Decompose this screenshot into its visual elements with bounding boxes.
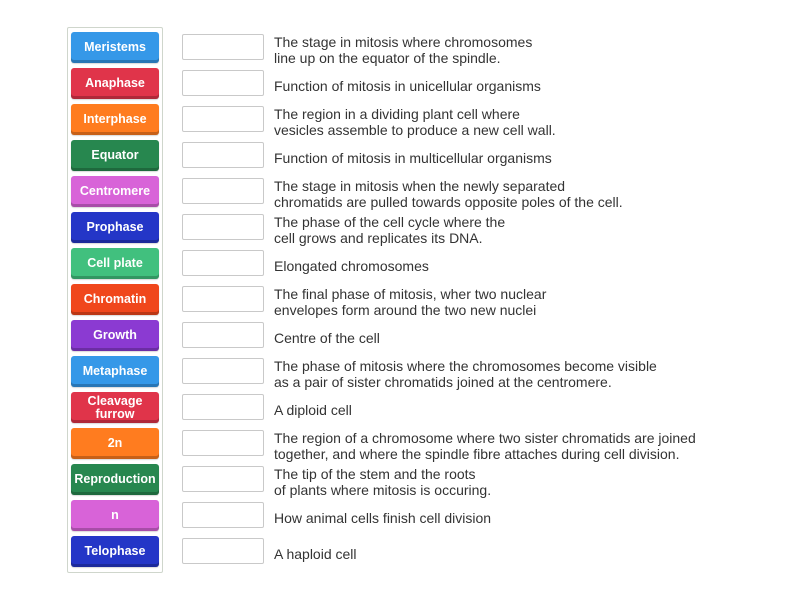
definition-text: Function of mitosis in multicellular organisms (274, 150, 552, 166)
definition-text: The stage in mitosis when the newly separated chromatids are pulled towards opposite poles of the cell. (274, 178, 623, 210)
definition-text: The final phase of mitosis, wher two nuclear envelopes form around the two new nuclei (274, 286, 547, 318)
answer-tile[interactable]: Equator (71, 140, 159, 171)
answer-tile[interactable]: Anaphase (71, 68, 159, 99)
definition-row (182, 105, 782, 136)
answer-tile[interactable]: Chromatin (71, 284, 159, 315)
answer-drop-box[interactable] (182, 34, 264, 60)
definition-row (182, 465, 782, 496)
answer-drop-box[interactable] (182, 394, 264, 420)
answer-tile[interactable]: Interphase (71, 104, 159, 135)
answer-tile-panel (67, 27, 163, 573)
definition-row (182, 141, 782, 172)
answer-tile[interactable]: Reproduction (71, 464, 159, 495)
answer-drop-box[interactable] (182, 538, 264, 564)
definition-row (182, 69, 782, 100)
answer-drop-box[interactable] (182, 502, 264, 528)
definition-row (182, 537, 782, 568)
definition-row (182, 429, 782, 460)
definition-row (182, 285, 782, 316)
definition-row (182, 213, 782, 244)
definition-text: Centre of the cell (274, 330, 380, 346)
answer-drop-box[interactable] (182, 466, 264, 492)
answer-tile[interactable]: Prophase (71, 212, 159, 243)
answer-drop-box[interactable] (182, 142, 264, 168)
definition-row (182, 357, 782, 388)
definition-text: The region of a chromosome where two sister chromatids are joined together, and where the spindle fibre attaches during cell division. (274, 430, 696, 462)
definition-text: A diploid cell (274, 402, 352, 418)
answer-drop-box[interactable] (182, 430, 264, 456)
answer-drop-box[interactable] (182, 70, 264, 96)
definition-text: A haploid cell (274, 546, 357, 562)
definition-row (182, 33, 782, 64)
definition-text: The tip of the stem and the roots of plants where mitosis is occuring. (274, 466, 492, 498)
answer-tile[interactable]: 2n (71, 428, 159, 459)
definition-text: How animal cells finish cell division (274, 510, 492, 526)
definition-row (182, 177, 782, 208)
definition-row (182, 249, 782, 280)
answer-drop-box[interactable] (182, 286, 264, 312)
answer-tile[interactable]: n (71, 500, 159, 531)
definition-text: The phase of mitosis where the chromosomes become visible as a pair of sister chromatids joined at the centromere. (274, 358, 657, 390)
answer-tile[interactable]: Cell plate (71, 248, 159, 279)
answer-drop-box[interactable] (182, 214, 264, 240)
answer-drop-box[interactable] (182, 178, 264, 204)
answer-drop-box[interactable] (182, 322, 264, 348)
answer-drop-box[interactable] (182, 106, 264, 132)
answer-tile[interactable]: Growth (71, 320, 159, 351)
answer-tile[interactable]: Meristems (71, 32, 159, 63)
definition-row (182, 501, 782, 532)
definition-text: Elongated chromosomes (274, 258, 429, 274)
definition-text: The phase of the cell cycle where the cell grows and replicates its DNA. (274, 214, 506, 246)
answer-tile[interactable]: Cleavage furrow (71, 392, 159, 423)
answer-tile[interactable]: Metaphase (71, 356, 159, 387)
definition-row (182, 393, 782, 424)
definition-text: The region in a dividing plant cell where vesicles assemble to produce a new cell wall. (274, 106, 556, 138)
answer-tile[interactable]: Centromere (71, 176, 159, 207)
answer-drop-box[interactable] (182, 250, 264, 276)
definition-text: The stage in mitosis where chromosomes line up on the equator of the spindle. (274, 34, 533, 66)
definition-row (182, 321, 782, 352)
answer-drop-box[interactable] (182, 358, 264, 384)
answer-tile[interactable]: Telophase (71, 536, 159, 567)
definition-text: Function of mitosis in unicellular organisms (274, 78, 541, 94)
